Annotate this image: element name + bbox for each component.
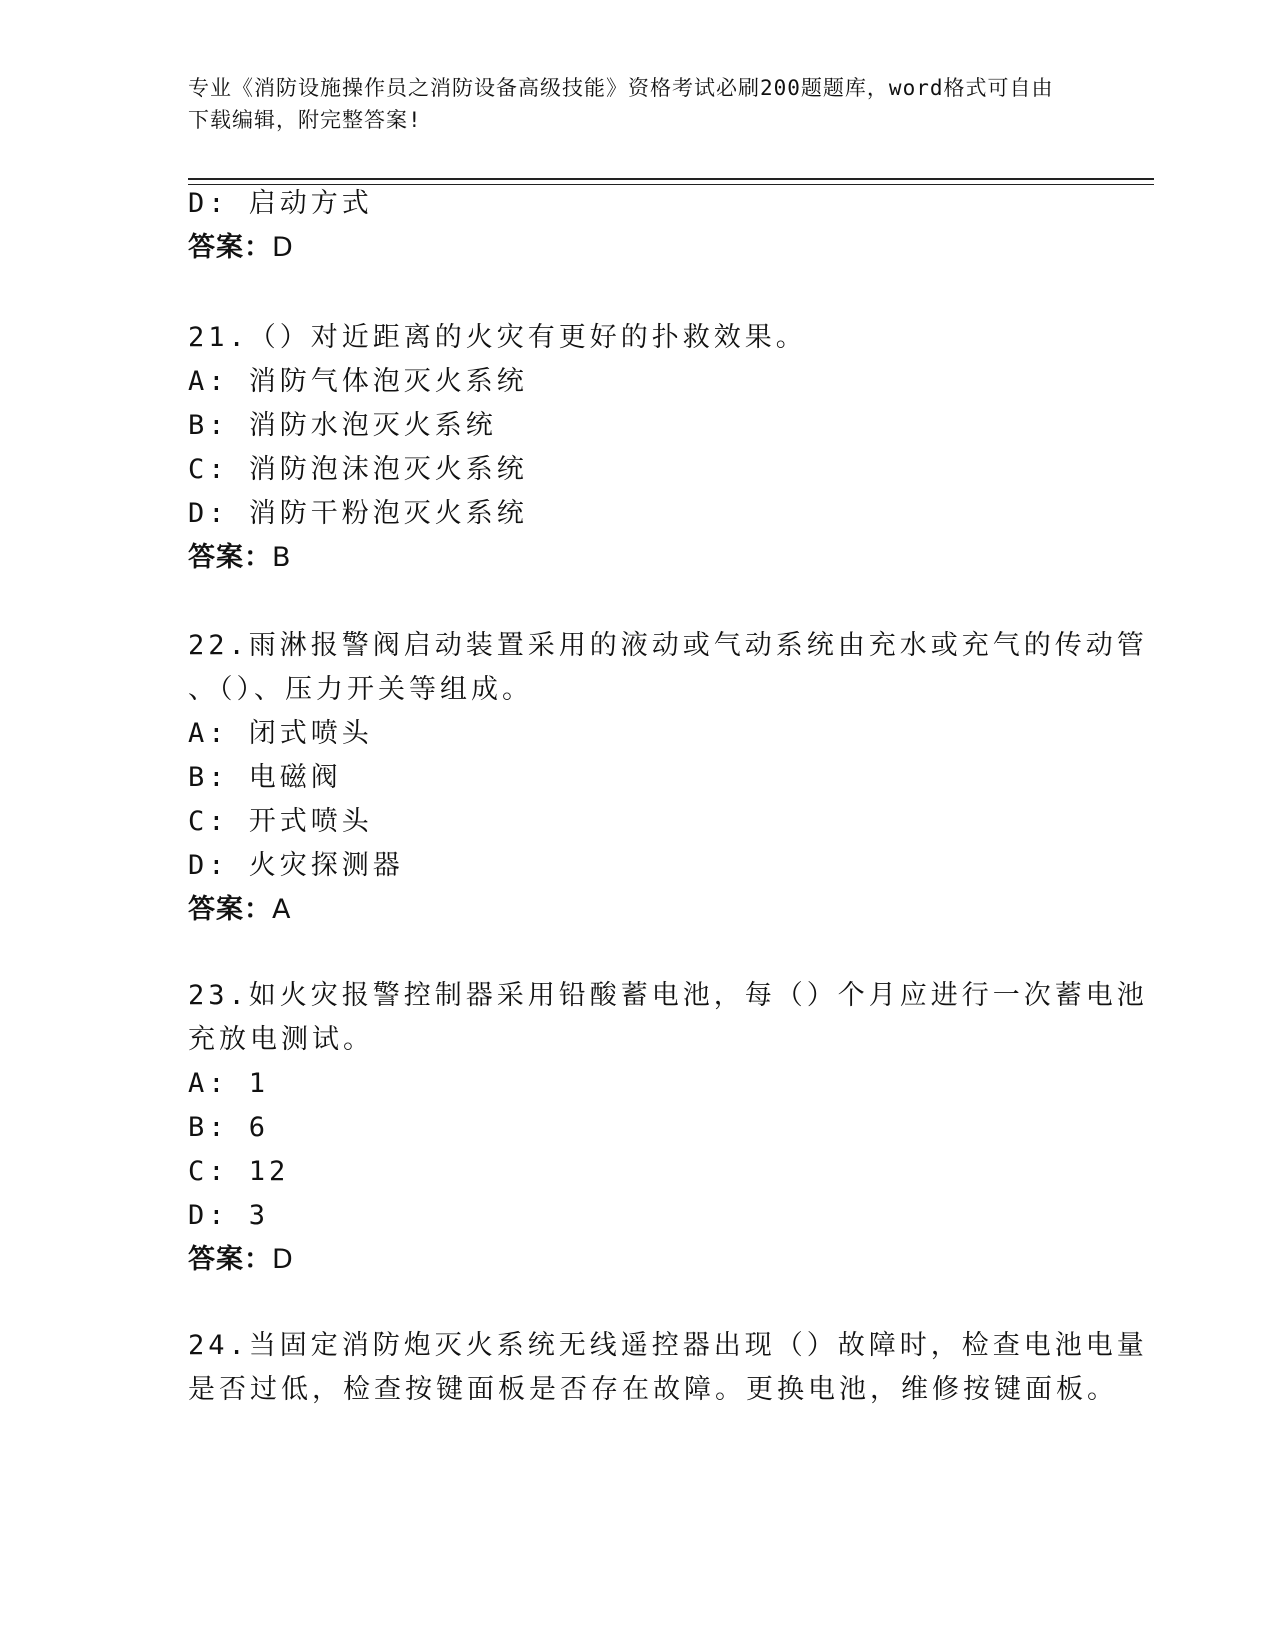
option-a: A: 1 (188, 1068, 270, 1099)
option-c: C: 12 (188, 1156, 290, 1187)
option-c: C: 消防泡沫泡灭火系统 (188, 454, 528, 485)
question-stem: 24.当固定消防炮灭火系统无线遥控器出现（）故障时，检查电池电量 (188, 1330, 1148, 1361)
answer-value: B (272, 542, 292, 573)
question-stem-continued: 、（）、压力开关等组成。 (188, 674, 533, 705)
option-b: B: 消防水泡灭火系统 (188, 410, 497, 441)
answer-line (188, 892, 291, 928)
option-d: D: 启动方式 (188, 188, 373, 219)
answer-label: 答案： (188, 232, 272, 263)
option-a: A: 闭式喷头 (188, 718, 373, 749)
option-d: D: 3 (188, 1200, 270, 1231)
option-b: B: 6 (188, 1112, 270, 1143)
answer-value: D (272, 232, 294, 263)
answer-line (188, 230, 294, 266)
question-stem: 21.（）对近距离的火灾有更好的扑救效果。 (188, 322, 807, 353)
option-c: C: 开式喷头 (188, 806, 373, 837)
page-header: 专业《消防设施操作员之消防设备高级技能》资格考试必刷200题题库，word格式可自由下载编辑，附完整答案! (188, 76, 1054, 132)
answer-label: 答案： (188, 1244, 272, 1275)
option-d: D: 火灾探测器 (188, 850, 404, 881)
option-d: D: 消防干粉泡灭火系统 (188, 498, 528, 529)
answer-line (188, 540, 292, 576)
option-a: A: 消防气体泡灭火系统 (188, 366, 528, 397)
answer-value: A (272, 894, 292, 925)
answer-value: D (272, 1244, 294, 1275)
question-stem: 22.雨淋报警阀启动装置采用的液动或气动系统由充水或充气的传动管 (188, 630, 1148, 661)
option-b: B: 电磁阀 (188, 762, 342, 793)
header-divider (188, 178, 1154, 185)
answer-line (188, 1242, 294, 1278)
question-stem-continued: 是否过低，检查按键面板是否存在故障。更换电池，维修按键面板。 (188, 1374, 1118, 1405)
answer-label: 答案： (188, 542, 272, 573)
question-stem: 23.如火灾报警控制器采用铅酸蓄电池，每（）个月应进行一次蓄电池 (188, 980, 1148, 1011)
question-stem-continued: 充放电测试。 (188, 1024, 374, 1055)
answer-label: 答案： (188, 894, 272, 925)
